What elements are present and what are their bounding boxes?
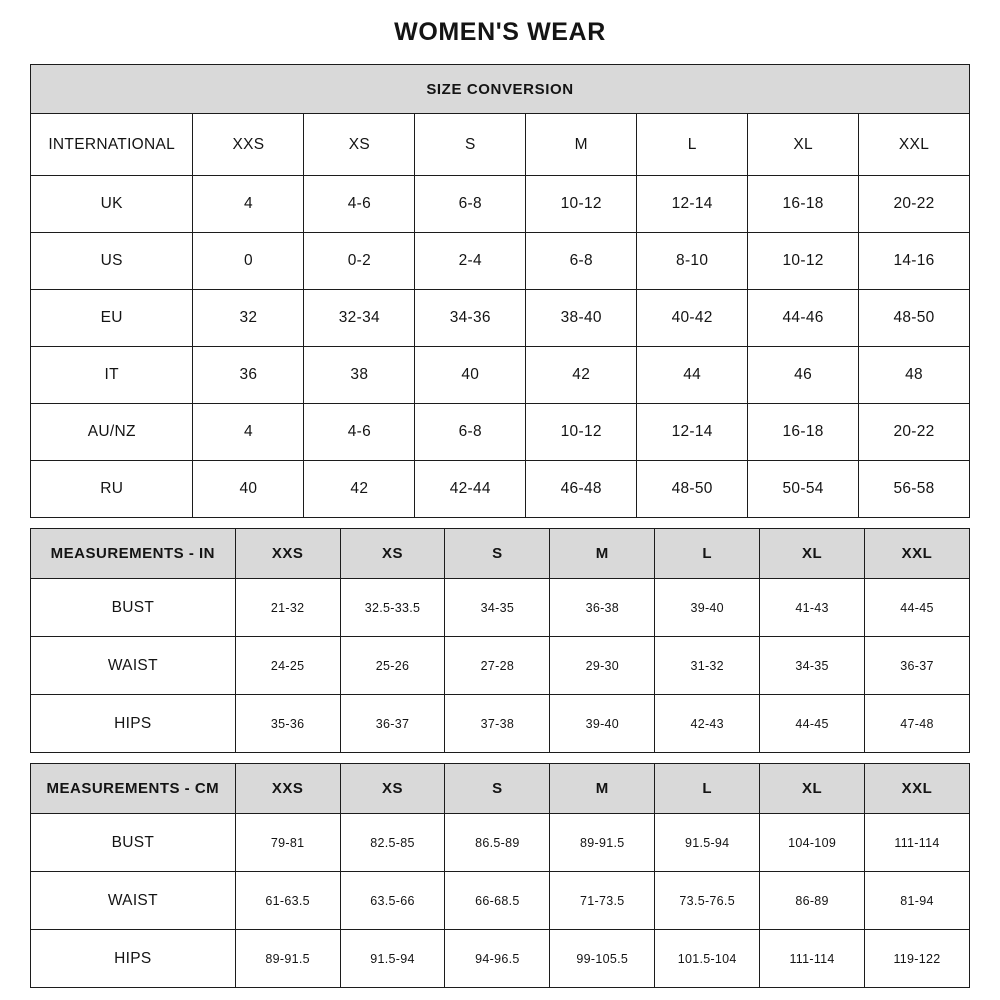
row-label: HIPS [31, 930, 236, 988]
value-cell: 73.5-76.5 [655, 872, 760, 930]
page-title: WOMEN'S WEAR [394, 18, 606, 46]
value-cell: 79-81 [235, 814, 340, 872]
value-cell: 63.5-66 [340, 872, 445, 930]
row-label: BUST [31, 579, 236, 637]
value-cell: 86.5-89 [445, 814, 550, 872]
row-label: BUST [31, 814, 236, 872]
value-cell: 20-22 [859, 404, 970, 461]
value-cell: 104-109 [760, 814, 865, 872]
value-cell: 119-122 [865, 930, 970, 988]
value-cell: 91.5-94 [655, 814, 760, 872]
value-cell: 0 [193, 233, 304, 290]
value-cell: 31-32 [655, 637, 760, 695]
value-cell: 44-46 [748, 290, 859, 347]
measurements-cm-table [30, 763, 970, 988]
value-cell: 71-73.5 [550, 872, 655, 930]
value-cell: 44 [637, 347, 748, 404]
value-cell: 4-6 [304, 404, 415, 461]
value-cell: 36 [193, 347, 304, 404]
measurements-in-table [30, 528, 970, 753]
row-label: HIPS [31, 695, 236, 753]
size-column-header: XL [748, 114, 859, 176]
value-cell: 86-89 [760, 872, 865, 930]
value-cell: 46-48 [526, 461, 637, 518]
value-cell: 12-14 [637, 404, 748, 461]
value-cell: 34-35 [760, 637, 865, 695]
value-cell: 48-50 [637, 461, 748, 518]
value-cell: 42-44 [415, 461, 526, 518]
value-cell: 0-2 [304, 233, 415, 290]
table-row [31, 930, 970, 988]
value-cell: 36-37 [340, 695, 445, 753]
value-cell: 36-37 [865, 637, 970, 695]
table-row [31, 814, 970, 872]
value-cell: 38-40 [526, 290, 637, 347]
value-cell: 16-18 [748, 404, 859, 461]
size-column-header: L [655, 529, 760, 579]
table-row [31, 872, 970, 930]
size-column-header: S [445, 529, 550, 579]
size-column-header: XL [760, 764, 865, 814]
size-column-header: XXS [193, 114, 304, 176]
value-cell: 42 [304, 461, 415, 518]
value-cell: 36-38 [550, 579, 655, 637]
table-row [31, 461, 970, 518]
table-row [31, 176, 970, 233]
value-cell: 111-114 [760, 930, 865, 988]
value-cell: 32-34 [304, 290, 415, 347]
value-cell: 42 [526, 347, 637, 404]
table-label-header: MEASUREMENTS - IN [31, 529, 236, 579]
value-cell: 101.5-104 [655, 930, 760, 988]
row-label: EU [31, 290, 193, 347]
value-cell: 89-91.5 [550, 814, 655, 872]
value-cell: 47-48 [865, 695, 970, 753]
size-column-header: S [445, 764, 550, 814]
value-cell: 91.5-94 [340, 930, 445, 988]
row-label: WAIST [31, 637, 236, 695]
row-label: US [31, 233, 193, 290]
row-label: UK [31, 176, 193, 233]
value-cell: 34-35 [445, 579, 550, 637]
value-cell: 14-16 [859, 233, 970, 290]
value-cell: 4-6 [304, 176, 415, 233]
value-cell: 4 [193, 404, 304, 461]
value-cell: 10-12 [748, 233, 859, 290]
table-row [31, 290, 970, 347]
value-cell: 82.5-85 [340, 814, 445, 872]
value-cell: 46 [748, 347, 859, 404]
value-cell: 6-8 [415, 404, 526, 461]
value-cell: 4 [193, 176, 304, 233]
table-row [31, 404, 970, 461]
size-column-header: L [637, 114, 748, 176]
value-cell: 6-8 [526, 233, 637, 290]
value-cell: 21-32 [235, 579, 340, 637]
value-cell: 34-36 [415, 290, 526, 347]
size-column-header: XXS [235, 764, 340, 814]
size-column-header: XXL [859, 114, 970, 176]
size-column-header: M [526, 114, 637, 176]
value-cell: 48 [859, 347, 970, 404]
column-header-row [31, 114, 970, 176]
value-cell: 10-12 [526, 176, 637, 233]
table-label-header: MEASUREMENTS - CM [31, 764, 236, 814]
row-label: IT [31, 347, 193, 404]
value-cell: 35-36 [235, 695, 340, 753]
table-row [31, 579, 970, 637]
value-cell: 40-42 [637, 290, 748, 347]
value-cell: 38 [304, 347, 415, 404]
table-banner-row [31, 65, 970, 114]
size-column-header: M [550, 529, 655, 579]
size-column-header: XS [340, 529, 445, 579]
value-cell: 24-25 [235, 637, 340, 695]
value-cell: 56-58 [859, 461, 970, 518]
row-label: RU [31, 461, 193, 518]
size-conversion-table [30, 64, 970, 518]
size-conversion-banner: SIZE CONVERSION [31, 65, 970, 114]
column-header-row [31, 764, 970, 814]
value-cell: 66-68.5 [445, 872, 550, 930]
size-column-header: XL [760, 529, 865, 579]
table-row [31, 233, 970, 290]
value-cell: 40 [193, 461, 304, 518]
value-cell: 12-14 [637, 176, 748, 233]
row-label: WAIST [31, 872, 236, 930]
value-cell: 29-30 [550, 637, 655, 695]
value-cell: 37-38 [445, 695, 550, 753]
value-cell: 99-105.5 [550, 930, 655, 988]
value-cell: 39-40 [550, 695, 655, 753]
value-cell: 6-8 [415, 176, 526, 233]
value-cell: 61-63.5 [235, 872, 340, 930]
row-label: AU/NZ [31, 404, 193, 461]
value-cell: 32 [193, 290, 304, 347]
table-row [31, 695, 970, 753]
value-cell: 2-4 [415, 233, 526, 290]
value-cell: 32.5-33.5 [340, 579, 445, 637]
size-column-header: XXL [865, 529, 970, 579]
value-cell: 44-45 [865, 579, 970, 637]
size-column-header: L [655, 764, 760, 814]
value-cell: 20-22 [859, 176, 970, 233]
table-row [31, 347, 970, 404]
value-cell: 48-50 [859, 290, 970, 347]
table-label-header: INTERNATIONAL [31, 114, 193, 176]
value-cell: 16-18 [748, 176, 859, 233]
column-header-row [31, 529, 970, 579]
value-cell: 89-91.5 [235, 930, 340, 988]
value-cell: 41-43 [760, 579, 865, 637]
value-cell: 44-45 [760, 695, 865, 753]
value-cell: 111-114 [865, 814, 970, 872]
value-cell: 10-12 [526, 404, 637, 461]
value-cell: 8-10 [637, 233, 748, 290]
size-column-header: XXL [865, 764, 970, 814]
table-row [31, 637, 970, 695]
value-cell: 27-28 [445, 637, 550, 695]
size-column-header: XXS [235, 529, 340, 579]
size-column-header: XS [304, 114, 415, 176]
size-column-header: S [415, 114, 526, 176]
size-column-header: M [550, 764, 655, 814]
value-cell: 39-40 [655, 579, 760, 637]
size-column-header: XS [340, 764, 445, 814]
value-cell: 25-26 [340, 637, 445, 695]
value-cell: 42-43 [655, 695, 760, 753]
value-cell: 94-96.5 [445, 930, 550, 988]
value-cell: 40 [415, 347, 526, 404]
value-cell: 81-94 [865, 872, 970, 930]
value-cell: 50-54 [748, 461, 859, 518]
